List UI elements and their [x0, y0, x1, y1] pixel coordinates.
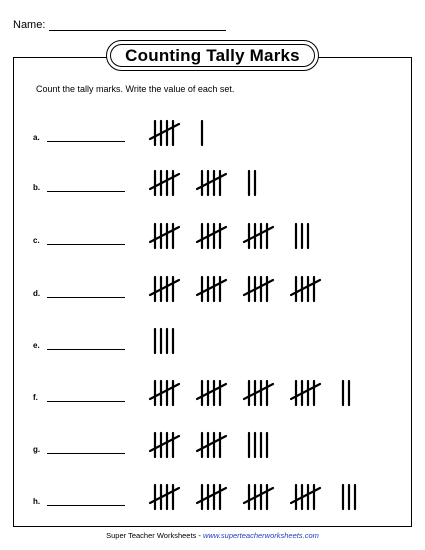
instructions: Count the tally marks. Write the value of each set. [36, 84, 235, 94]
tally-group-five [197, 224, 226, 248]
tally-group-five [291, 381, 320, 405]
footer-text: Super Teacher Worksheets - [106, 531, 203, 540]
problem-row [0, 482, 425, 522]
tally-marks [0, 118, 425, 158]
tally-group-five [244, 381, 273, 405]
tally-group-five [150, 224, 179, 248]
footer [0, 531, 425, 540]
problem-row [0, 378, 425, 418]
title-banner [106, 40, 319, 71]
tally-group-five [244, 224, 273, 248]
tally-group-five [150, 381, 179, 405]
tally-group-partial [343, 381, 349, 405]
problem-row [0, 274, 425, 314]
problem-row [0, 430, 425, 470]
tally-group-five [244, 485, 273, 509]
tally-marks [0, 326, 425, 366]
problem-label: a. [33, 133, 40, 142]
name-row [13, 19, 226, 31]
tally-group-partial [296, 224, 308, 248]
tally-group-five [244, 277, 273, 301]
problem-label: d. [33, 289, 41, 298]
tally-group-five [197, 485, 226, 509]
tally-group-five [150, 171, 179, 195]
tally-group-five [291, 277, 320, 301]
problem-row [0, 168, 425, 208]
tally-marks [0, 430, 425, 470]
tally-marks [0, 274, 425, 314]
tally-group-five [291, 485, 320, 509]
tally-marks [0, 168, 425, 208]
tally-group-five [150, 277, 179, 301]
tally-group-five [150, 121, 179, 145]
problem-label: c. [33, 236, 40, 245]
problem-label: f. [33, 393, 38, 402]
tally-group-partial [155, 329, 173, 353]
problem-row [0, 118, 425, 158]
problem-label: e. [33, 341, 40, 350]
tally-marks [0, 221, 425, 261]
problem-row [0, 221, 425, 261]
tally-group-five [150, 433, 179, 457]
tally-group-five [197, 381, 226, 405]
tally-group-partial [343, 485, 355, 509]
tally-group-five [197, 171, 226, 195]
tally-group-five [150, 485, 179, 509]
name-label: Name: [13, 19, 46, 31]
problem-row [0, 326, 425, 366]
problem-label: b. [33, 183, 41, 192]
problem-label: g. [33, 445, 41, 454]
footer-url[interactable]: www.superteacherworksheets.com [202, 531, 319, 540]
tally-marks [0, 378, 425, 418]
page-title: Counting Tally Marks [125, 45, 300, 65]
tally-group-five [197, 433, 226, 457]
tally-group-partial [249, 171, 255, 195]
tally-group-partial [249, 433, 267, 457]
tally-group-five [197, 277, 226, 301]
problem-label: h. [33, 497, 41, 506]
name-field-line[interactable] [49, 20, 226, 31]
tally-marks [0, 482, 425, 522]
